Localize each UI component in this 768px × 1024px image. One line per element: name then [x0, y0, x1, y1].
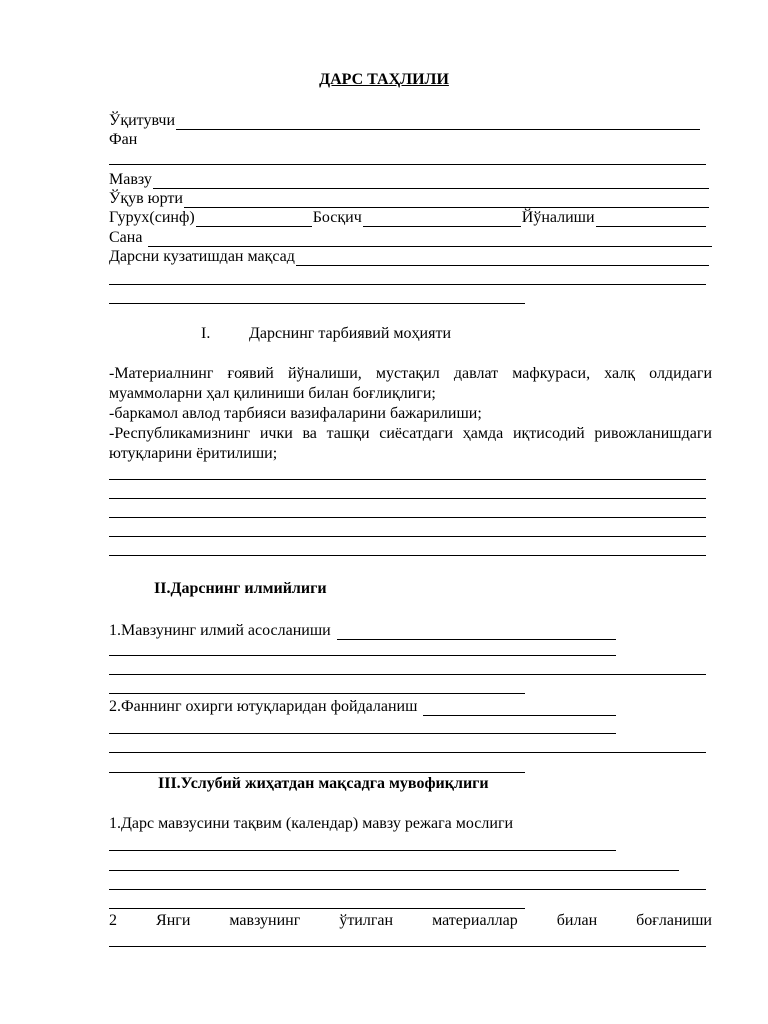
group-line[interactable] — [196, 212, 312, 227]
subject-label: Фан — [109, 131, 138, 148]
date-row — [109, 227, 712, 247]
purpose-row — [109, 246, 709, 266]
section3-heading: III.Услубий жиҳатдан мақсадга мувофиқлиги — [158, 775, 489, 792]
section3-item2-word-3: мавзунинг — [229, 912, 301, 929]
section1-line-1[interactable] — [109, 479, 706, 480]
section3-item1-line-2[interactable] — [109, 870, 679, 871]
purpose-line[interactable] — [296, 251, 709, 266]
section2-item2-row — [109, 696, 616, 716]
subject-line[interactable] — [109, 164, 706, 165]
group-row — [109, 207, 706, 227]
section2-item1-line[interactable] — [337, 625, 616, 640]
school-label: Ўқув юрти — [109, 190, 183, 207]
section1-line-3[interactable] — [109, 517, 706, 518]
section1-item-3: -Республикамизнинг ички ва ташқи сиёсатдаги ҳамда иқтисодий ривожланишдаги ютуқларини ёритилиши; — [109, 425, 712, 462]
topic-row — [109, 169, 709, 189]
section2-item2-line-2[interactable] — [109, 733, 616, 734]
page-title: ДАРС ТАҲЛИЛИ — [319, 71, 449, 88]
date-line[interactable] — [148, 232, 712, 247]
section2-item1-row — [109, 620, 616, 640]
teacher-row — [109, 110, 700, 130]
section2-heading: II.Дарснинг илмийлиги — [154, 580, 327, 597]
section1-line-4[interactable] — [109, 536, 706, 537]
purpose-label: Дарсни кузатишдан мақсад — [109, 248, 295, 265]
direction-label: Йўналиши — [521, 209, 595, 226]
section2-item2-line-4[interactable] — [109, 772, 525, 773]
section3-item1-line-4[interactable] — [109, 908, 525, 909]
section3-item1-line-1[interactable] — [109, 850, 616, 851]
section3-item1-line-3[interactable] — [109, 889, 706, 890]
school-line[interactable] — [184, 193, 709, 208]
section1-line-2[interactable] — [109, 498, 706, 499]
topic-line[interactable] — [153, 174, 709, 189]
section1-item-1: -Материалнинг ғоявий йўналиши, мустақил давлат мафкураси, халқ олдидаги муаммоларни ҳал қилиниши билан боғлиқлиги; — [109, 365, 712, 402]
section3-item2-word-4: ўтилган — [339, 912, 394, 929]
section3-item2-word-5: материаллар — [432, 912, 518, 929]
topic-label: Мавзу — [109, 171, 152, 188]
subject-row — [109, 129, 137, 149]
section3-item2-word-6: билан — [556, 912, 598, 929]
section1-line-5[interactable] — [109, 555, 706, 556]
section3-item2 — [109, 911, 712, 931]
direction-line[interactable] — [596, 212, 706, 227]
section2-item2-label: 2.Фаннинг охирги ютуқларидан фойдаланиш — [109, 698, 418, 715]
section3-item2-word-1: 2 — [109, 912, 117, 929]
teacher-line[interactable] — [176, 115, 700, 130]
section1-heading: Дарснинг тарбиявий моҳияти — [249, 325, 451, 342]
section2-item1-line-2[interactable] — [109, 655, 616, 656]
teacher-label: Ўқитувчи — [109, 112, 175, 129]
stage-line[interactable] — [363, 212, 521, 227]
stage-label: Босқич — [312, 209, 362, 226]
section2-item1-line-4[interactable] — [109, 693, 525, 694]
section3-item2-word-2: Янги — [156, 912, 191, 929]
section2-item1-line-3[interactable] — [109, 674, 706, 675]
section2-item2-line-3[interactable] — [109, 752, 706, 753]
section3-item1-label: 1.Дарс мавзусини тақвим (календар) мавзу режага мослиги — [109, 815, 514, 832]
section1-item-2: -баркамол авлод тарбияси вазифаларини бажарилиши; — [109, 405, 482, 422]
section1-number: I. — [201, 325, 211, 342]
section2-item2-line[interactable] — [423, 701, 616, 716]
purpose-line-3[interactable] — [109, 303, 525, 304]
school-row — [109, 188, 709, 208]
section2-item1-label: 1.Мавзунинг илмий асосланиши — [109, 622, 331, 639]
date-label: Сана — [109, 229, 143, 246]
section3-item2-word-7: боғланиши — [636, 912, 712, 929]
section3-item2-line-1[interactable] — [109, 946, 706, 947]
purpose-line-2[interactable] — [109, 284, 706, 285]
group-label: Гурух(синф) — [109, 209, 195, 226]
